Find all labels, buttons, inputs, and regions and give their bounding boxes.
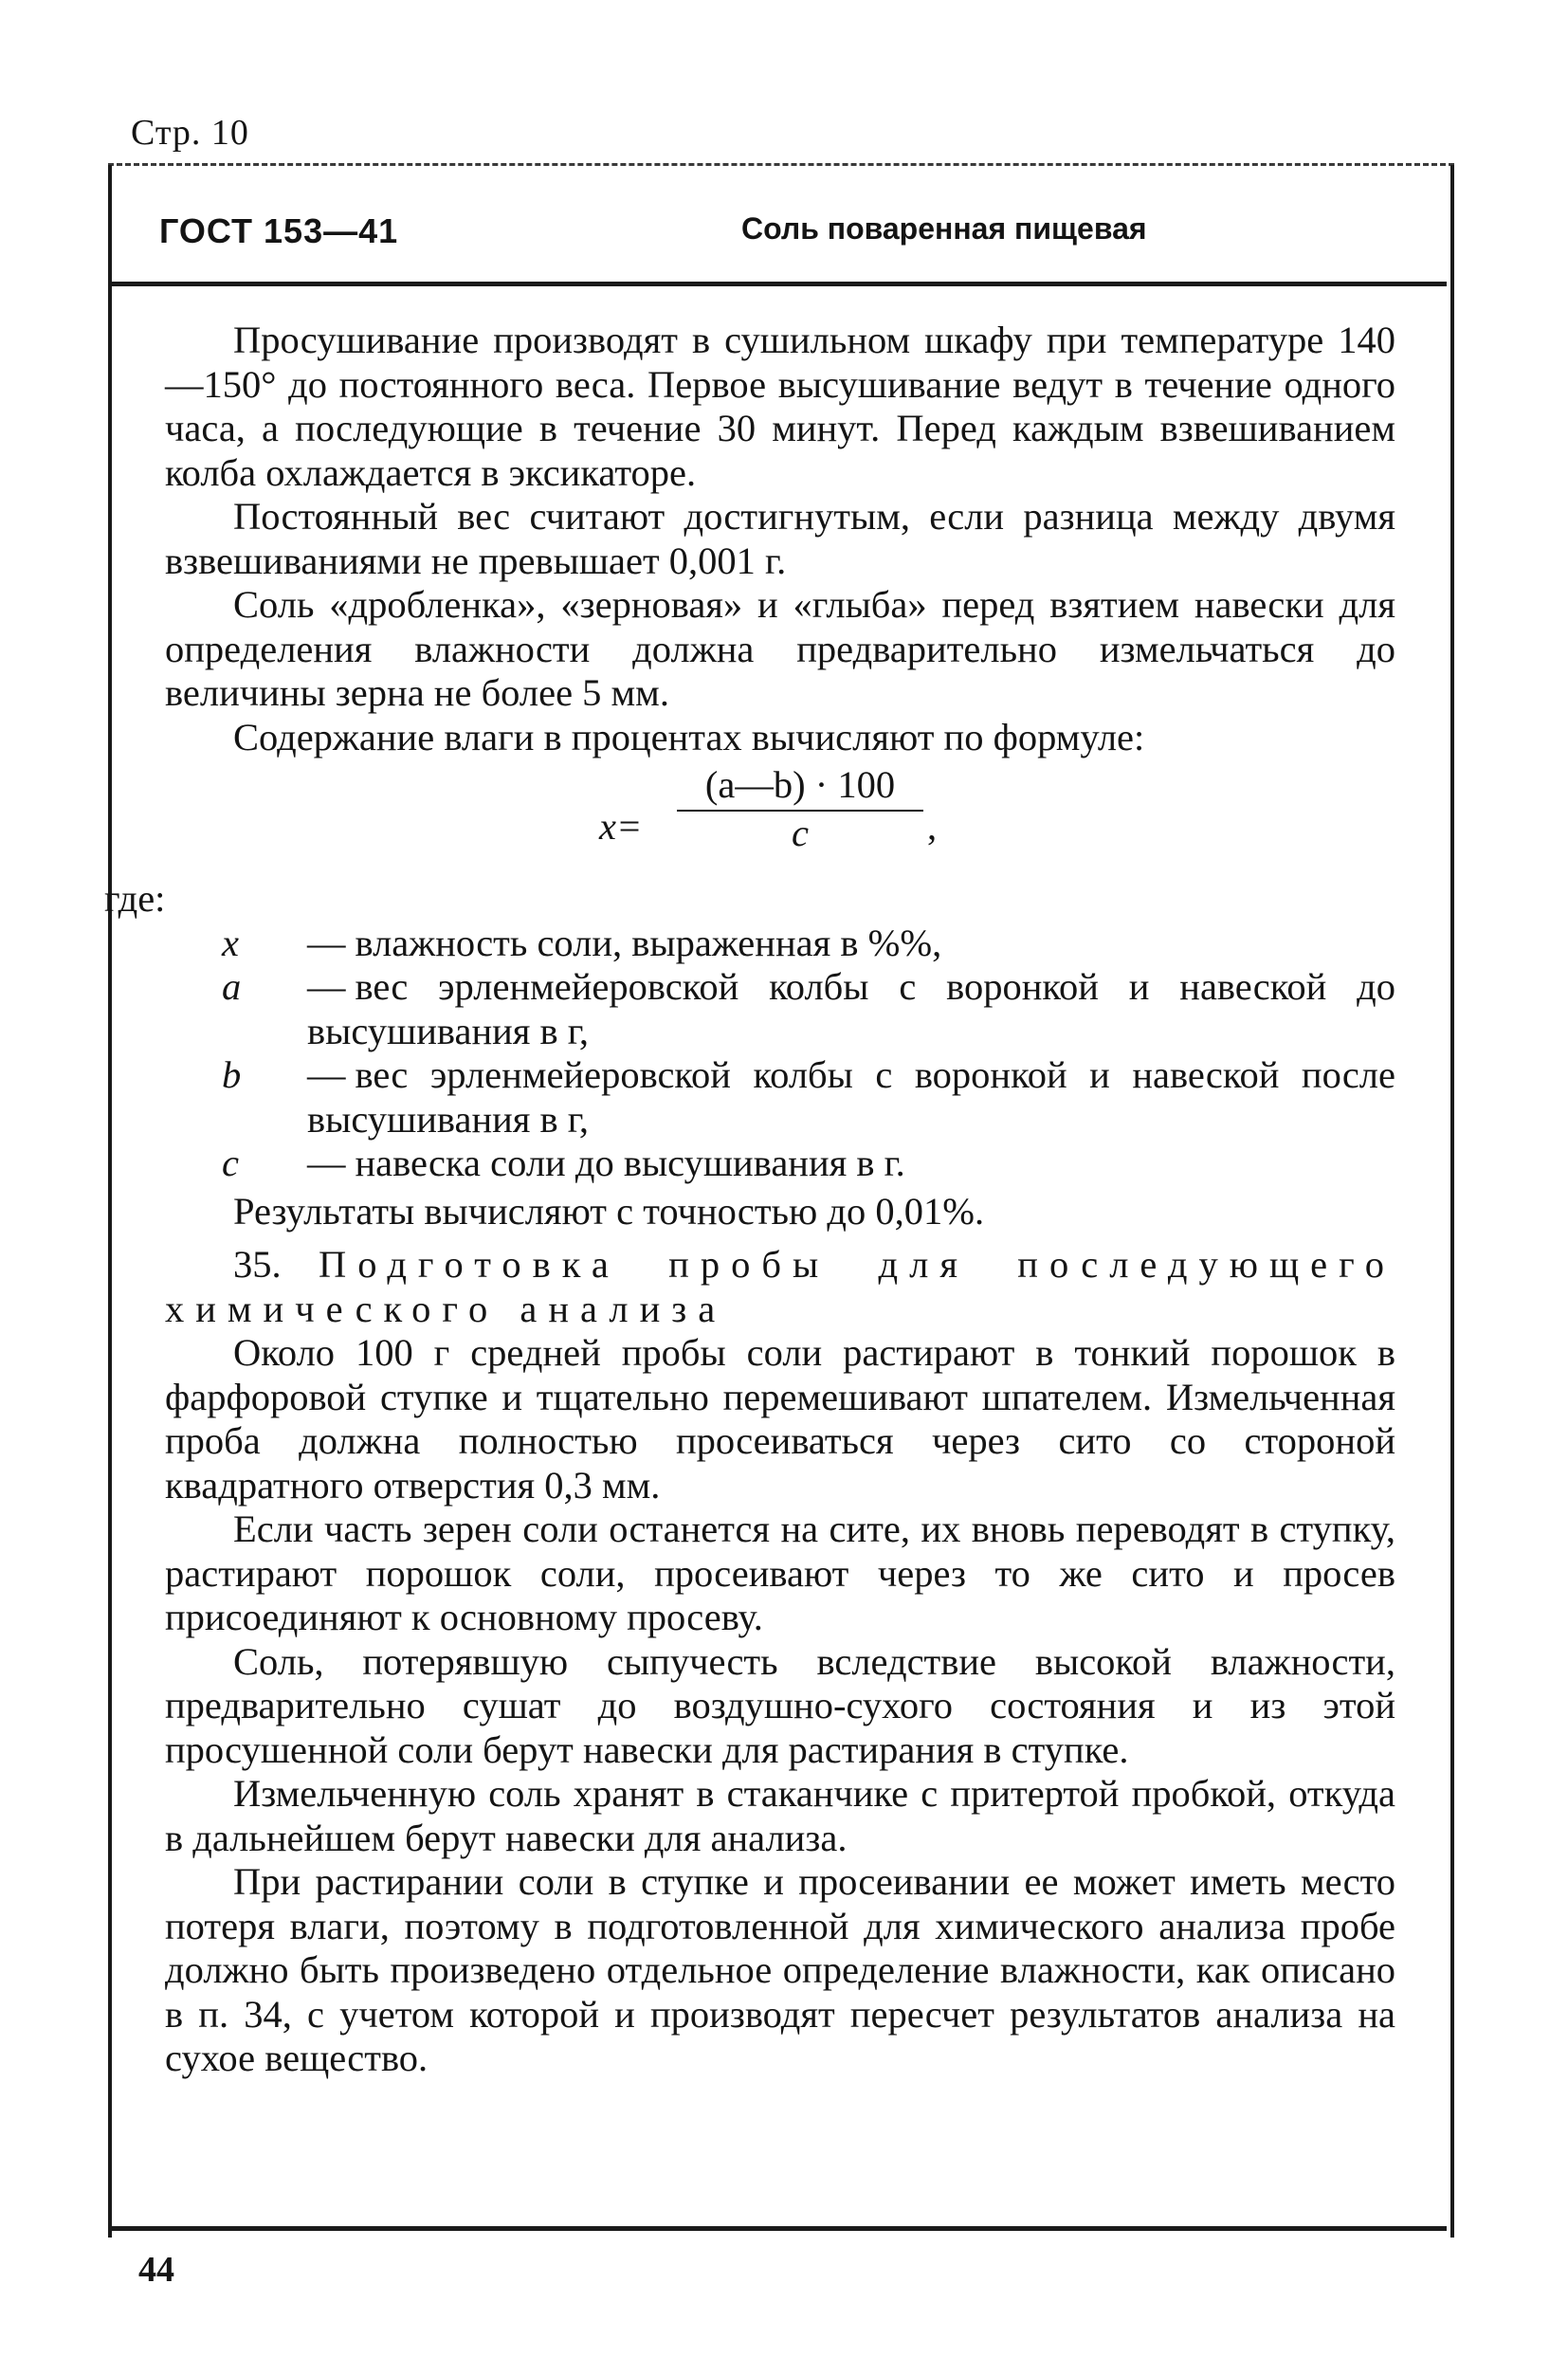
definition-symbol: b [222, 1053, 242, 1096]
definition-symbol: a [222, 965, 242, 1008]
paragraph: Содержание влаги в процентах вычисляют по формуле: [233, 715, 1145, 758]
formula-lhs: x= [599, 805, 643, 848]
definition-dash: — [307, 921, 346, 964]
moisture-formula [165, 763, 1395, 877]
definition-dash: — [307, 965, 346, 1008]
definition-text: влажность соли, выраженная в %%, [355, 921, 942, 964]
paragraph: Постоянный вес считают достигнутым, если разница между двумя взвешиваниями не превышает 0,001 г. [165, 495, 1395, 582]
paragraph: Просушивание производят в сушильном шкафу при температуре 140—150° до постоянного веса. Первое высушивание ведут в течение одного часа, а последующие в течение 30 минут. Перед каждым взвешиванием колба охлаждается в эксикаторе. [165, 319, 1395, 494]
paragraph: При растирании соли в ступке и просеивании ее может иметь место потеря влаги, поэтому в подготовленной для химического анализа пробе должно быть произведено отдельное определение влажности, как описано в п. 34, с учетом которой и производят пересчет результатов анализа на сухое вещество. [165, 1860, 1395, 2079]
page-number: 44 [138, 2250, 174, 2290]
where-label: где: [104, 877, 166, 920]
section-title: Подготовка пробы для последующего химического анализа [165, 1243, 1395, 1330]
definition-item [165, 965, 1395, 1053]
definition-item [165, 1053, 1395, 1142]
document-body [104, 319, 1395, 2081]
bottom-rule [112, 2226, 1447, 2231]
paragraph: Соль, потерявшую сыпучесть вследствие высокой влажности, предварительно сушат до воздушно-сухого состояния и из этой просушенной соли берут навески для растирания в ступке. [165, 1639, 1395, 1771]
formula-fraction [677, 763, 923, 855]
definition-text: вес эрленмейеровской колбы с воронкой и навеской после высушивания в г, [307, 1053, 1395, 1141]
definition-item [165, 922, 1395, 966]
definition-dash: — [307, 1053, 346, 1096]
definition-symbol: c [222, 1142, 239, 1184]
document-title: Соль поваренная пищевая [741, 211, 1147, 246]
formula-numerator: (a—b) · 100 [677, 763, 923, 812]
formula-trail: , [927, 805, 938, 848]
definition-symbol: x [222, 921, 239, 964]
definition-item [165, 1142, 1395, 1186]
paragraph: Соль «дробленка», «зерновая» и «глыба» перед взятием навески для определения влажности должна предварительно измельчаться до величины зерна не более 5 мм. [165, 583, 1395, 714]
definition-dash: — [307, 1142, 346, 1184]
paragraph: Измельченную соль хранят в стаканчике с притертой пробкой, откуда в дальнейшем берут навески для анализа. [165, 1772, 1395, 1859]
formula-denominator: c [792, 811, 809, 854]
definition-text: вес эрленмейеровской колбы с воронкой и навеской до высушивания в г, [307, 965, 1395, 1052]
standard-number: ГОСТ 153—41 [159, 211, 399, 250]
section-heading [165, 1243, 1395, 1331]
paragraph: Около 100 г средней пробы соли растирают в тонкий порошок в фарфоровой ступке и тщательно перемешивают шпателем. Измельченная проба должна полностью просеиваться через сито со стороной квадратного отверстия 0,3 мм. [165, 1331, 1395, 1507]
definition-text: навеска соли до высушивания в г. [355, 1142, 905, 1184]
page-label: Стр. 10 [131, 113, 249, 153]
running-header [112, 194, 1447, 286]
section-number: 35. [233, 1243, 282, 1286]
result-note: Результаты вычисляют с точностью до 0,01%. [233, 1189, 985, 1233]
paragraph: Если часть зерен соли останется на сите, их вновь переводят в ступку, растирают порошок соли, просеивают через то же сито и просев присоединяют к основному просеву. [165, 1507, 1395, 1638]
